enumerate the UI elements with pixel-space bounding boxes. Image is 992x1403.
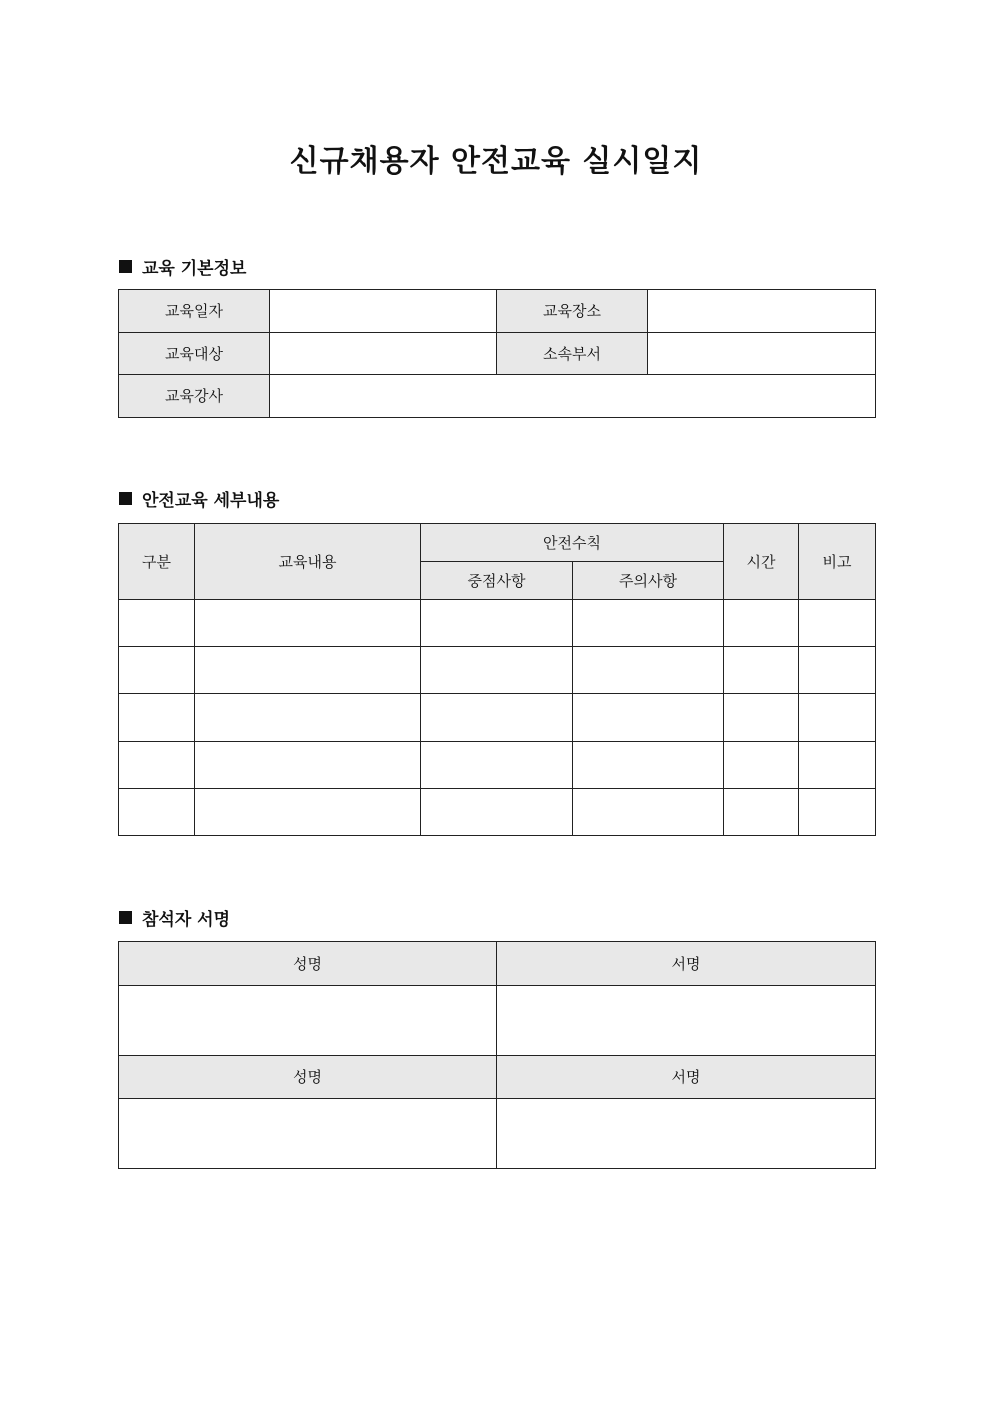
square-bullet-icon xyxy=(119,260,132,273)
category-cell[interactable] xyxy=(119,788,195,835)
content-cell[interactable] xyxy=(195,647,421,694)
section-heading-label: 참석자 서명 xyxy=(142,910,231,930)
section-heading-basic-info xyxy=(119,254,246,279)
page-title: 신규채용자 안전교육 실시일지 xyxy=(289,144,703,179)
content-header: 교육내용 xyxy=(195,524,421,600)
category-cell[interactable] xyxy=(119,647,195,694)
table-row xyxy=(119,741,876,788)
content-cell[interactable] xyxy=(195,741,421,788)
section-heading-label: 안전교육 세부내용 xyxy=(142,491,280,511)
education-date-field[interactable] xyxy=(270,290,497,333)
time-cell[interactable] xyxy=(724,647,799,694)
section-heading-details xyxy=(119,486,279,511)
remarks-header: 비고 xyxy=(799,524,876,600)
cautions-cell[interactable] xyxy=(573,600,724,647)
cautions-cell[interactable] xyxy=(573,694,724,741)
cautions-header: 주의사항 xyxy=(573,562,724,600)
attendee-signature-field[interactable] xyxy=(497,1099,876,1169)
key-points-cell[interactable] xyxy=(421,694,573,741)
cautions-cell[interactable] xyxy=(573,788,724,835)
time-cell[interactable] xyxy=(724,741,799,788)
remarks-cell[interactable] xyxy=(799,788,876,835)
safety-details-table xyxy=(118,523,876,836)
table-row xyxy=(119,647,876,694)
square-bullet-icon xyxy=(119,492,132,505)
key-points-cell[interactable] xyxy=(421,788,573,835)
education-date-label: 교육일자 xyxy=(119,290,270,333)
attendee-name-field[interactable] xyxy=(119,1099,497,1169)
key-points-cell[interactable] xyxy=(421,600,573,647)
signature-header: 서명 xyxy=(497,1055,876,1099)
time-cell[interactable] xyxy=(724,600,799,647)
category-cell[interactable] xyxy=(119,600,195,647)
education-target-field[interactable] xyxy=(270,332,497,375)
safety-rules-header: 안전수칙 xyxy=(421,524,724,562)
section-heading-label: 교육 기본정보 xyxy=(142,259,247,279)
square-bullet-icon xyxy=(119,911,132,924)
instructor-label: 교육강사 xyxy=(119,375,270,418)
instructor-field[interactable] xyxy=(270,375,876,418)
key-points-cell[interactable] xyxy=(421,741,573,788)
category-header: 구분 xyxy=(119,524,195,600)
content-cell[interactable] xyxy=(195,600,421,647)
remarks-cell[interactable] xyxy=(799,600,876,647)
table-row xyxy=(119,788,876,835)
attendee-name-field[interactable] xyxy=(119,985,497,1055)
category-cell[interactable] xyxy=(119,741,195,788)
name-header: 성명 xyxy=(119,1055,497,1099)
education-target-label: 교육대상 xyxy=(119,332,270,375)
remarks-cell[interactable] xyxy=(799,694,876,741)
key-points-header: 중점사항 xyxy=(421,562,573,600)
attendee-signature-field[interactable] xyxy=(497,985,876,1055)
remarks-cell[interactable] xyxy=(799,741,876,788)
education-place-field[interactable] xyxy=(648,290,876,333)
name-header: 성명 xyxy=(119,942,497,986)
content-cell[interactable] xyxy=(195,788,421,835)
cautions-cell[interactable] xyxy=(573,647,724,694)
education-place-label: 교육장소 xyxy=(497,290,648,333)
time-cell[interactable] xyxy=(724,694,799,741)
signature-header: 서명 xyxy=(497,942,876,986)
table-row xyxy=(119,694,876,741)
category-cell[interactable] xyxy=(119,694,195,741)
content-cell[interactable] xyxy=(195,694,421,741)
basic-info-table xyxy=(118,289,876,418)
department-label: 소속부서 xyxy=(497,332,648,375)
attendee-signature-table xyxy=(118,941,876,1169)
remarks-cell[interactable] xyxy=(799,647,876,694)
time-header: 시간 xyxy=(724,524,799,600)
section-heading-attendee-signatures xyxy=(119,905,230,930)
key-points-cell[interactable] xyxy=(421,647,573,694)
cautions-cell[interactable] xyxy=(573,741,724,788)
department-field[interactable] xyxy=(648,332,876,375)
time-cell[interactable] xyxy=(724,788,799,835)
table-row xyxy=(119,600,876,647)
